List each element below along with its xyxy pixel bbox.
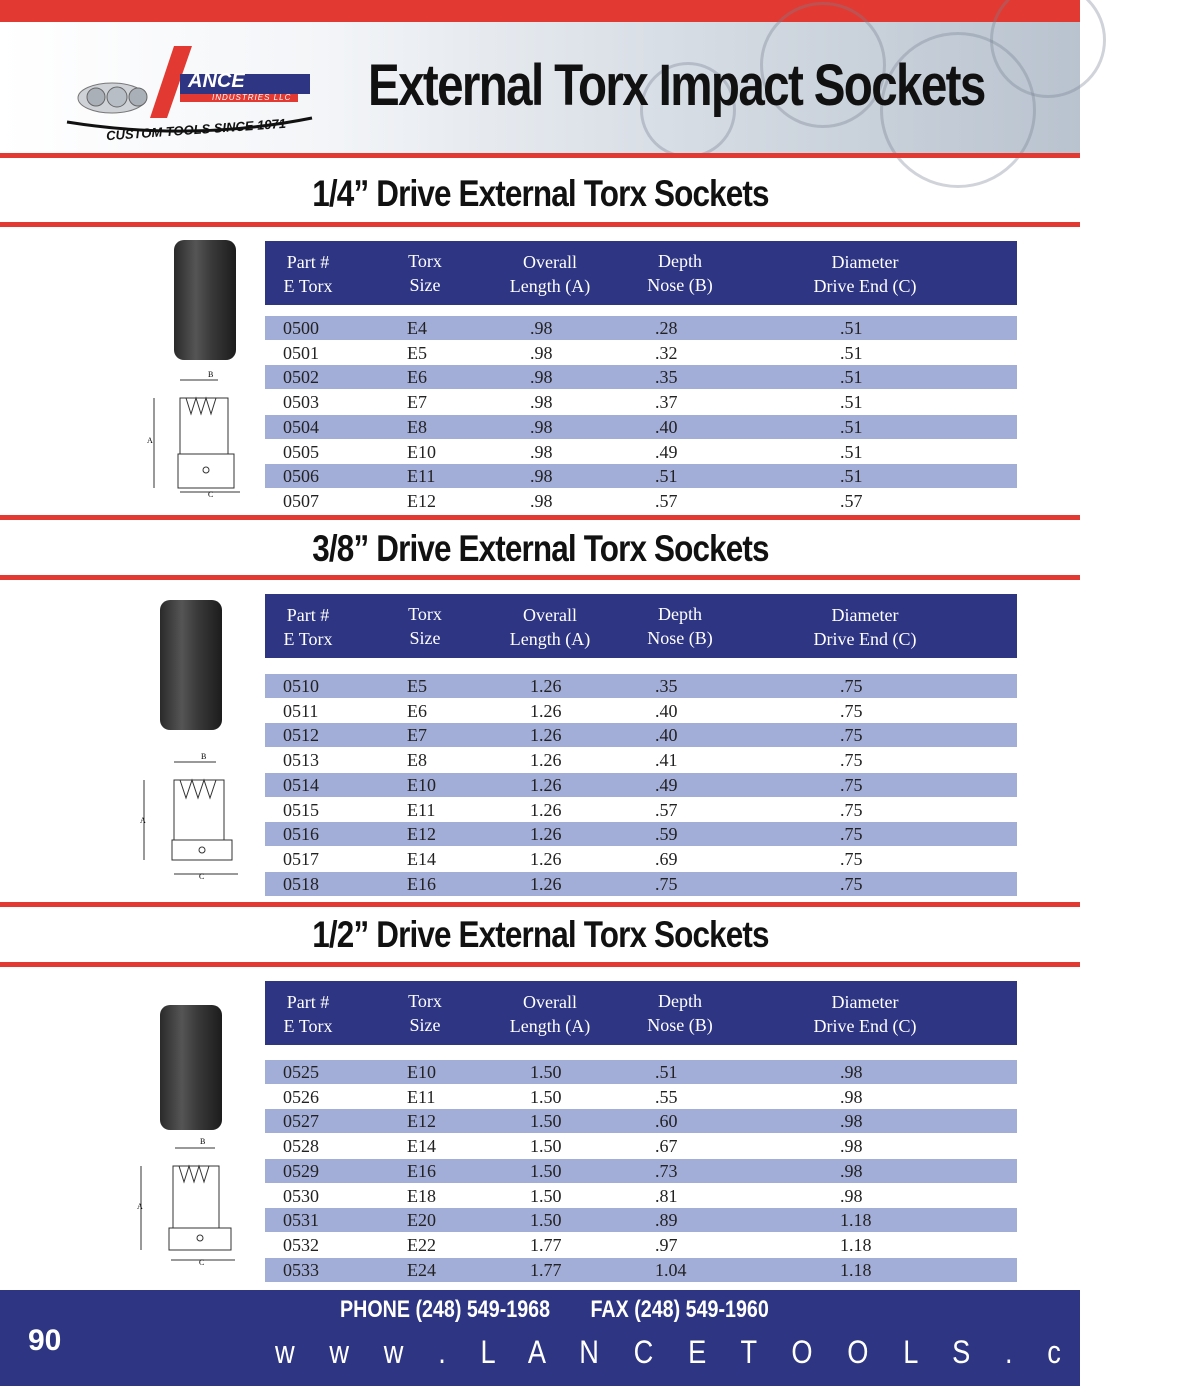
part-number-cell: 0516: [283, 824, 319, 845]
col-part-sub: E Torx: [283, 629, 333, 649]
overall-length-cell: .98: [530, 318, 553, 338]
table-header: [265, 981, 1017, 1045]
overall-length-cell: 1.26: [530, 750, 562, 771]
overall-length-cell: 1.26: [530, 725, 562, 746]
part-number-cell: 0532: [283, 1234, 319, 1255]
overall-length-cell: 1.26: [530, 700, 562, 721]
torx-size-cell: E16: [407, 873, 436, 894]
torx-size-cell: E10: [407, 774, 436, 795]
section-divider: [0, 153, 1080, 158]
depth-nose-cell: .57: [655, 490, 678, 511]
lance-logo: [62, 40, 332, 145]
socket-photo: [174, 240, 236, 360]
overall-length-cell: 1.26: [530, 676, 562, 696]
overall-length-cell: .98: [530, 392, 553, 413]
table-row: [265, 1060, 1017, 1084]
col-overall-header: Overall: [523, 992, 577, 1012]
diameter-drive-end-cell: 1.18: [840, 1210, 872, 1231]
part-number-cell: 0527: [283, 1111, 319, 1132]
diameter-drive-end-cell: 1.18: [840, 1234, 872, 1255]
torx-size-cell: E11: [407, 466, 436, 487]
table-row: [265, 798, 1017, 822]
overall-length-cell: 1.50: [530, 1160, 562, 1181]
torx-size-cell: E11: [407, 799, 436, 820]
torx-size-cell: E6: [407, 700, 427, 721]
torx-size-cell: E7: [407, 392, 427, 413]
col-torx-sub: Size: [409, 275, 441, 295]
table-row: [265, 1233, 1017, 1257]
diagram-label-a: A: [137, 1202, 143, 1211]
overall-length-cell: 1.26: [530, 873, 562, 894]
depth-nose-cell: .40: [655, 416, 678, 437]
col-overall-sub: Length (A): [509, 276, 591, 296]
depth-nose-cell: .73: [655, 1160, 678, 1181]
torx-size-cell: E12: [407, 824, 436, 845]
diameter-drive-end-cell: .75: [840, 676, 863, 696]
overall-length-cell: 1.77: [530, 1259, 562, 1280]
diagram-label-c: C: [199, 1258, 205, 1267]
part-number-cell: 0525: [283, 1062, 319, 1082]
depth-nose-cell: .37: [655, 392, 678, 413]
phone-number: PHONE (248) 549-1968: [340, 1296, 551, 1323]
overall-length-cell: 1.77: [530, 1234, 562, 1255]
page-title: External Torx Impact Sockets: [368, 53, 985, 118]
diameter-drive-end-cell: .51: [840, 367, 863, 388]
table-row: [265, 699, 1017, 723]
part-number-cell: 0500: [283, 318, 319, 338]
table-row: [265, 489, 1017, 513]
torx-size-cell: E4: [407, 318, 427, 338]
depth-nose-cell: .97: [655, 1234, 678, 1255]
socket-dimension-diagram: [135, 1138, 245, 1273]
col-diameter-sub: Drive End (C): [813, 629, 917, 649]
logo-name: ANCE: [188, 70, 245, 92]
part-number-cell: 0504: [283, 416, 319, 437]
depth-nose-cell: .67: [655, 1136, 678, 1157]
overall-length-cell: .98: [530, 416, 553, 437]
torx-size-cell: E16: [407, 1160, 436, 1181]
overall-length-cell: .98: [530, 441, 553, 462]
depth-nose-cell: .81: [655, 1185, 678, 1206]
section-title: 1/4” Drive External Torx Sockets: [311, 173, 769, 214]
table-row: [265, 440, 1017, 464]
depth-nose-cell: .32: [655, 342, 678, 363]
section-divider: [0, 575, 1080, 580]
diagram-label-b: B: [200, 1137, 206, 1146]
part-number-cell: 0511: [283, 700, 319, 721]
diameter-drive-end-cell: .98: [840, 1062, 863, 1082]
diameter-drive-end-cell: .51: [840, 466, 863, 487]
diagram-label-c: C: [199, 872, 205, 881]
depth-nose-cell: .60: [655, 1111, 678, 1132]
depth-nose-cell: .75: [655, 873, 678, 894]
col-part-header: Part #: [286, 252, 330, 272]
table-row: [265, 365, 1017, 389]
depth-nose-cell: .59: [655, 824, 678, 845]
table-row: [265, 1159, 1017, 1183]
part-number-cell: 0515: [283, 799, 319, 820]
part-number-cell: 0510: [283, 676, 319, 696]
fax-number: FAX (248) 549-1960: [590, 1296, 769, 1323]
depth-nose-cell: .57: [655, 799, 678, 820]
part-number-cell: 0505: [283, 441, 319, 462]
diagram-label-a: A: [140, 816, 146, 825]
torx-size-cell: E12: [407, 1111, 436, 1132]
diameter-drive-end-cell: .51: [840, 441, 863, 462]
torx-size-cell: E8: [407, 750, 427, 771]
part-number-cell: 0503: [283, 392, 319, 413]
diameter-drive-end-cell: .75: [840, 848, 863, 869]
part-number-cell: 0501: [283, 342, 319, 363]
diameter-drive-end-cell: 1.18: [840, 1259, 872, 1280]
depth-nose-cell: .49: [655, 441, 678, 462]
part-number-cell: 0507: [283, 490, 319, 511]
col-depth-sub: Nose (B): [647, 628, 713, 648]
overall-length-cell: 1.26: [530, 774, 562, 795]
depth-nose-cell: .51: [655, 466, 678, 487]
overall-length-cell: .98: [530, 342, 553, 363]
section-title: 1/2” Drive External Torx Sockets: [311, 914, 769, 955]
socket-dimension-diagram: [138, 752, 248, 887]
torx-size-cell: E11: [407, 1086, 436, 1107]
part-number-cell: 0530: [283, 1185, 319, 1206]
diameter-drive-end-cell: .98: [840, 1185, 863, 1206]
col-torx-header: Torx: [408, 991, 442, 1011]
diagram-label-c: C: [208, 490, 214, 499]
col-diameter-header: Diameter: [831, 992, 899, 1012]
table-row: [265, 464, 1017, 488]
diameter-drive-end-cell: .51: [840, 416, 863, 437]
overall-length-cell: .98: [530, 367, 553, 388]
table-row: [265, 773, 1017, 797]
table-row: [265, 1134, 1017, 1158]
col-overall-sub: Length (A): [509, 629, 591, 649]
part-number-cell: 0518: [283, 873, 319, 894]
col-depth-sub: Nose (B): [647, 275, 713, 295]
col-part-sub: E Torx: [283, 276, 333, 296]
diameter-drive-end-cell: .75: [840, 725, 863, 746]
torx-size-cell: E22: [407, 1234, 436, 1255]
table-row: [265, 390, 1017, 414]
section-title: 3/8” Drive External Torx Sockets: [311, 528, 769, 569]
depth-nose-cell: .35: [655, 367, 678, 388]
overall-length-cell: 1.50: [530, 1086, 562, 1107]
part-number-cell: 0514: [283, 774, 319, 795]
socket-photo: [160, 1005, 222, 1130]
table-header: [265, 241, 1017, 305]
depth-nose-cell: .40: [655, 725, 678, 746]
torx-size-cell: E24: [407, 1259, 436, 1280]
logo-tagline: CUSTOM TOOLS SINCE 1971: [105, 115, 287, 144]
part-number-cell: 0529: [283, 1160, 319, 1181]
diameter-drive-end-cell: .98: [840, 1160, 863, 1181]
overall-length-cell: 1.26: [530, 799, 562, 820]
contact-line: [340, 1296, 769, 1324]
section-divider: [0, 222, 1080, 227]
col-torx-sub: Size: [409, 1015, 441, 1035]
depth-nose-cell: .28: [655, 318, 678, 338]
col-overall-sub: Length (A): [509, 1016, 591, 1036]
col-diameter-header: Diameter: [831, 252, 899, 272]
col-depth-sub: Nose (B): [647, 1015, 713, 1035]
diameter-drive-end-cell: .57: [840, 490, 863, 511]
depth-nose-cell: .51: [655, 1062, 678, 1082]
depth-nose-cell: .89: [655, 1210, 678, 1231]
part-number-cell: 0531: [283, 1210, 319, 1231]
section-divider: [0, 515, 1080, 520]
col-torx-header: Torx: [408, 251, 442, 271]
table-row: [265, 822, 1017, 846]
section-divider: [0, 962, 1080, 967]
torx-size-cell: E6: [407, 367, 427, 388]
diameter-drive-end-cell: .75: [840, 824, 863, 845]
socket-photo: [160, 600, 222, 730]
col-depth-header: Depth: [658, 251, 702, 271]
section-divider: [0, 902, 1080, 907]
overall-length-cell: 1.26: [530, 848, 562, 869]
overall-length-cell: .98: [530, 490, 553, 511]
table-row: [265, 1085, 1017, 1109]
diagram-label-b: B: [201, 752, 207, 761]
part-number-cell: 0517: [283, 848, 319, 869]
torx-size-cell: E14: [407, 1136, 436, 1157]
socket-dimension-diagram: [148, 370, 248, 500]
table-header: [265, 594, 1017, 658]
col-depth-header: Depth: [658, 991, 702, 1011]
depth-nose-cell: .35: [655, 676, 678, 696]
depth-nose-cell: .40: [655, 700, 678, 721]
torx-size-cell: E7: [407, 725, 427, 746]
col-torx-header: Torx: [408, 604, 442, 624]
depth-nose-cell: .41: [655, 750, 678, 771]
col-diameter-sub: Drive End (C): [813, 1016, 917, 1036]
col-diameter-sub: Drive End (C): [813, 276, 917, 296]
table-row: [265, 1258, 1017, 1282]
part-number-cell: 0502: [283, 367, 319, 388]
table-row: [265, 316, 1017, 340]
part-number-cell: 0533: [283, 1259, 319, 1280]
col-part-sub: E Torx: [283, 1016, 333, 1036]
col-diameter-header: Diameter: [831, 605, 899, 625]
overall-length-cell: 1.50: [530, 1111, 562, 1132]
overall-length-cell: 1.50: [530, 1210, 562, 1231]
torx-size-cell: E10: [407, 441, 436, 462]
overall-length-cell: 1.50: [530, 1185, 562, 1206]
torx-size-cell: E12: [407, 490, 436, 511]
diameter-drive-end-cell: .51: [840, 318, 863, 338]
col-part-header: Part #: [286, 605, 330, 625]
torx-size-cell: E18: [407, 1185, 436, 1206]
diameter-drive-end-cell: .75: [840, 799, 863, 820]
depth-nose-cell: 1.04: [655, 1259, 687, 1280]
table-row: [265, 674, 1017, 698]
col-overall-header: Overall: [523, 605, 577, 625]
depth-nose-cell: .55: [655, 1086, 678, 1107]
torx-size-cell: E8: [407, 416, 427, 437]
part-number-cell: 0528: [283, 1136, 319, 1157]
diameter-drive-end-cell: .75: [840, 700, 863, 721]
table-row: [265, 748, 1017, 772]
torx-size-cell: E14: [407, 848, 436, 869]
page-number: 90: [28, 1324, 62, 1357]
part-number-cell: 0506: [283, 466, 319, 487]
diameter-drive-end-cell: .75: [840, 750, 863, 771]
diameter-drive-end-cell: .98: [840, 1136, 863, 1157]
overall-length-cell: 1.50: [530, 1062, 562, 1082]
table-row: [265, 723, 1017, 747]
torx-size-cell: E10: [407, 1062, 436, 1082]
torx-size-cell: E5: [407, 342, 427, 363]
part-number-cell: 0526: [283, 1086, 319, 1107]
overall-length-cell: 1.50: [530, 1136, 562, 1157]
depth-nose-cell: .49: [655, 774, 678, 795]
diameter-drive-end-cell: .75: [840, 873, 863, 894]
part-number-cell: 0513: [283, 750, 319, 771]
diameter-drive-end-cell: .75: [840, 774, 863, 795]
table-row: [265, 341, 1017, 365]
torx-size-cell: E20: [407, 1210, 436, 1231]
table-row: [265, 847, 1017, 871]
table-row: [265, 1109, 1017, 1133]
footer-bar: [0, 1290, 1182, 1386]
diagram-label-b: B: [208, 370, 214, 379]
overall-length-cell: 1.26: [530, 824, 562, 845]
table-row: [265, 415, 1017, 439]
table-row: [265, 1208, 1017, 1232]
col-overall-header: Overall: [523, 252, 577, 272]
part-number-cell: 0512: [283, 725, 319, 746]
diagram-label-a: A: [147, 436, 153, 445]
col-depth-header: Depth: [658, 604, 702, 624]
website-link[interactable]: w w w . L A N C E T O O L S . c o m: [275, 1334, 1182, 1370]
diameter-drive-end-cell: .51: [840, 342, 863, 363]
diameter-drive-end-cell: .98: [840, 1111, 863, 1132]
top-red-bar: [0, 0, 1080, 22]
diameter-drive-end-cell: .51: [840, 392, 863, 413]
col-torx-sub: Size: [409, 628, 441, 648]
diameter-drive-end-cell: .98: [840, 1086, 863, 1107]
torx-size-cell: E5: [407, 676, 427, 696]
overall-length-cell: .98: [530, 466, 553, 487]
logo-subtitle: INDUSTRIES LLC: [212, 93, 292, 102]
col-part-header: Part #: [286, 992, 330, 1012]
table-row: [265, 1184, 1017, 1208]
depth-nose-cell: .69: [655, 848, 678, 869]
table-row: [265, 872, 1017, 896]
